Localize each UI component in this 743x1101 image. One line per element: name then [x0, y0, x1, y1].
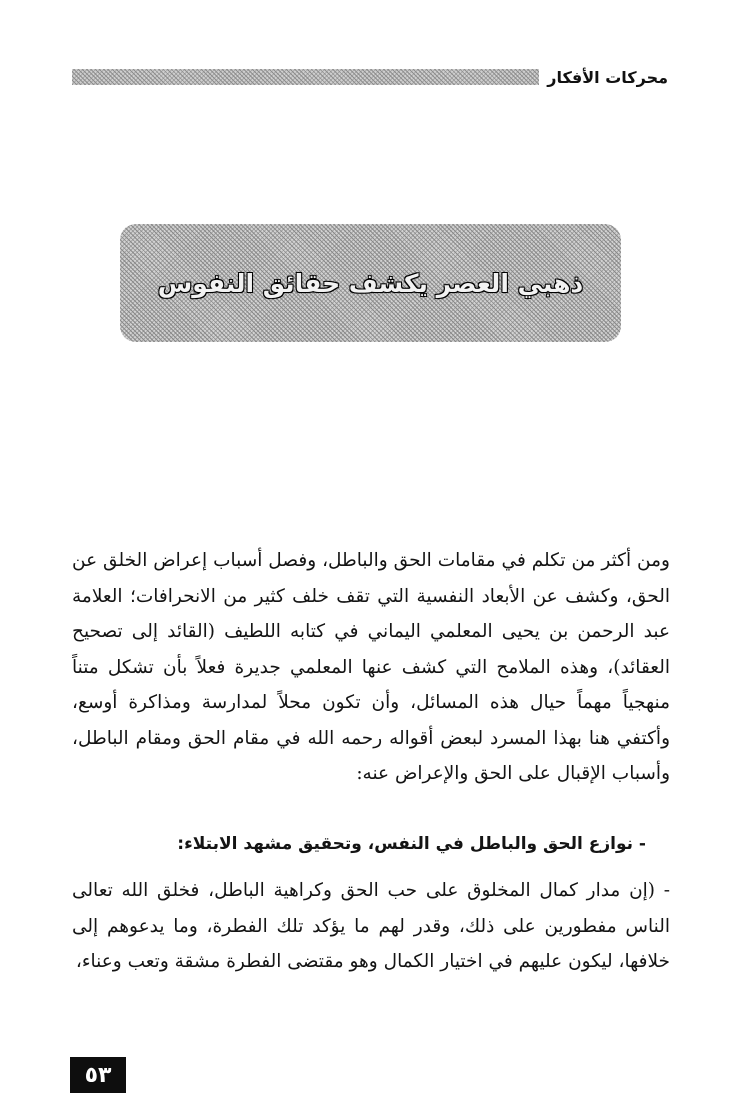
chapter-title: ذهبي العصر يكشف حقائق النفوس	[157, 268, 584, 298]
running-title: محركات الأفكار	[547, 67, 668, 87]
quote-paragraph-block	[72, 873, 670, 980]
chapter-title-box	[120, 224, 621, 342]
intro-paragraph: ومن أكثر من تكلم في مقامات الحق والباطل، وفصل أسباب إعراض الخلق عن الحق، وكشف عن الأبعاد النفسية التي تقف خلف كثير من الانحرافات؛ العلامة عبد الرحمن بن يحيى المعلمي اليماني في كتابه اللطيف (القائد إلى تصحيح العقائد)، وهذه الملامح التي كشف عنها المعلمي جديرة فعلاً بأن تشكل متناً منهجياً مهماً حيال هذه المسائل، وأن تكون محلاً لمدارسة ومذاكرة أوسع، وأكتفي هنا بهذا المسرد لبعض أقواله رحمه الله في مقام الحق ومقام الباطل، وأسباب الإقبال على الحق والإعراض عنه:	[72, 550, 670, 784]
quote-paragraph: - (إن مدار كمال المخلوق على حب الحق وكراهية الباطل، فخلق الله تعالى الناس مفطورين على ذلك، وقدر لهم ما يؤكد تلك الفطرة، وما يدعوهم إلى خلافها، ليكون عليهم في اختيار الكمال وهو مقتضى الفطرة مشقة وتعب وعناء،	[72, 880, 670, 972]
running-header	[72, 66, 668, 88]
page-number: ٥٣	[84, 1062, 112, 1088]
page-number-box	[70, 1057, 126, 1093]
intro-paragraph-block	[72, 543, 670, 792]
header-rule	[72, 69, 539, 85]
section-subheading: - نوازع الحق والباطل في النفس، وتحقيق مشهد الابتلاء:	[177, 834, 646, 854]
